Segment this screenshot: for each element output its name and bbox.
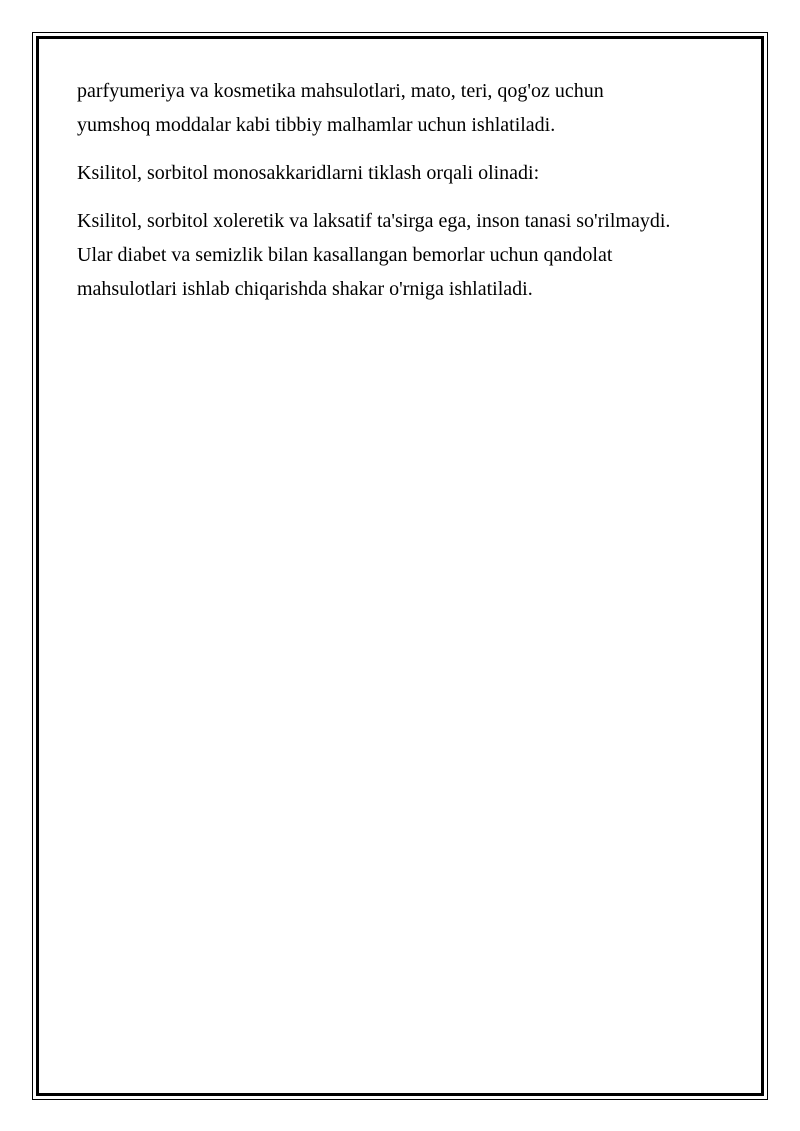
paragraph-line: Ular diabet va semizlik bilan kasallangan bemorlar uchun qandolat — [77, 244, 613, 266]
paragraph-line: parfyumeriya va kosmetika mahsulotlari, mato, teri, qog'oz uchun — [77, 80, 604, 102]
paragraph-1 — [77, 74, 737, 142]
paragraph-line: Ksilitol, sorbitol monosakkaridlarni tiklash orqali olinadi: — [77, 162, 540, 184]
document-body — [77, 74, 737, 320]
paragraph-2 — [77, 156, 737, 190]
paragraph-line: Ksilitol, sorbitol xoleretik va laksatif ta'sirga ega, inson tanasi so'rilmaydi. — [77, 210, 671, 232]
paragraph-line: mahsulotlari ishlab chiqarishda shakar o'rniga ishlatiladi. — [77, 278, 533, 300]
paragraph-3 — [77, 204, 737, 306]
paragraph-line: yumshoq moddalar kabi tibbiy malhamlar uchun ishlatiladi. — [77, 114, 556, 136]
